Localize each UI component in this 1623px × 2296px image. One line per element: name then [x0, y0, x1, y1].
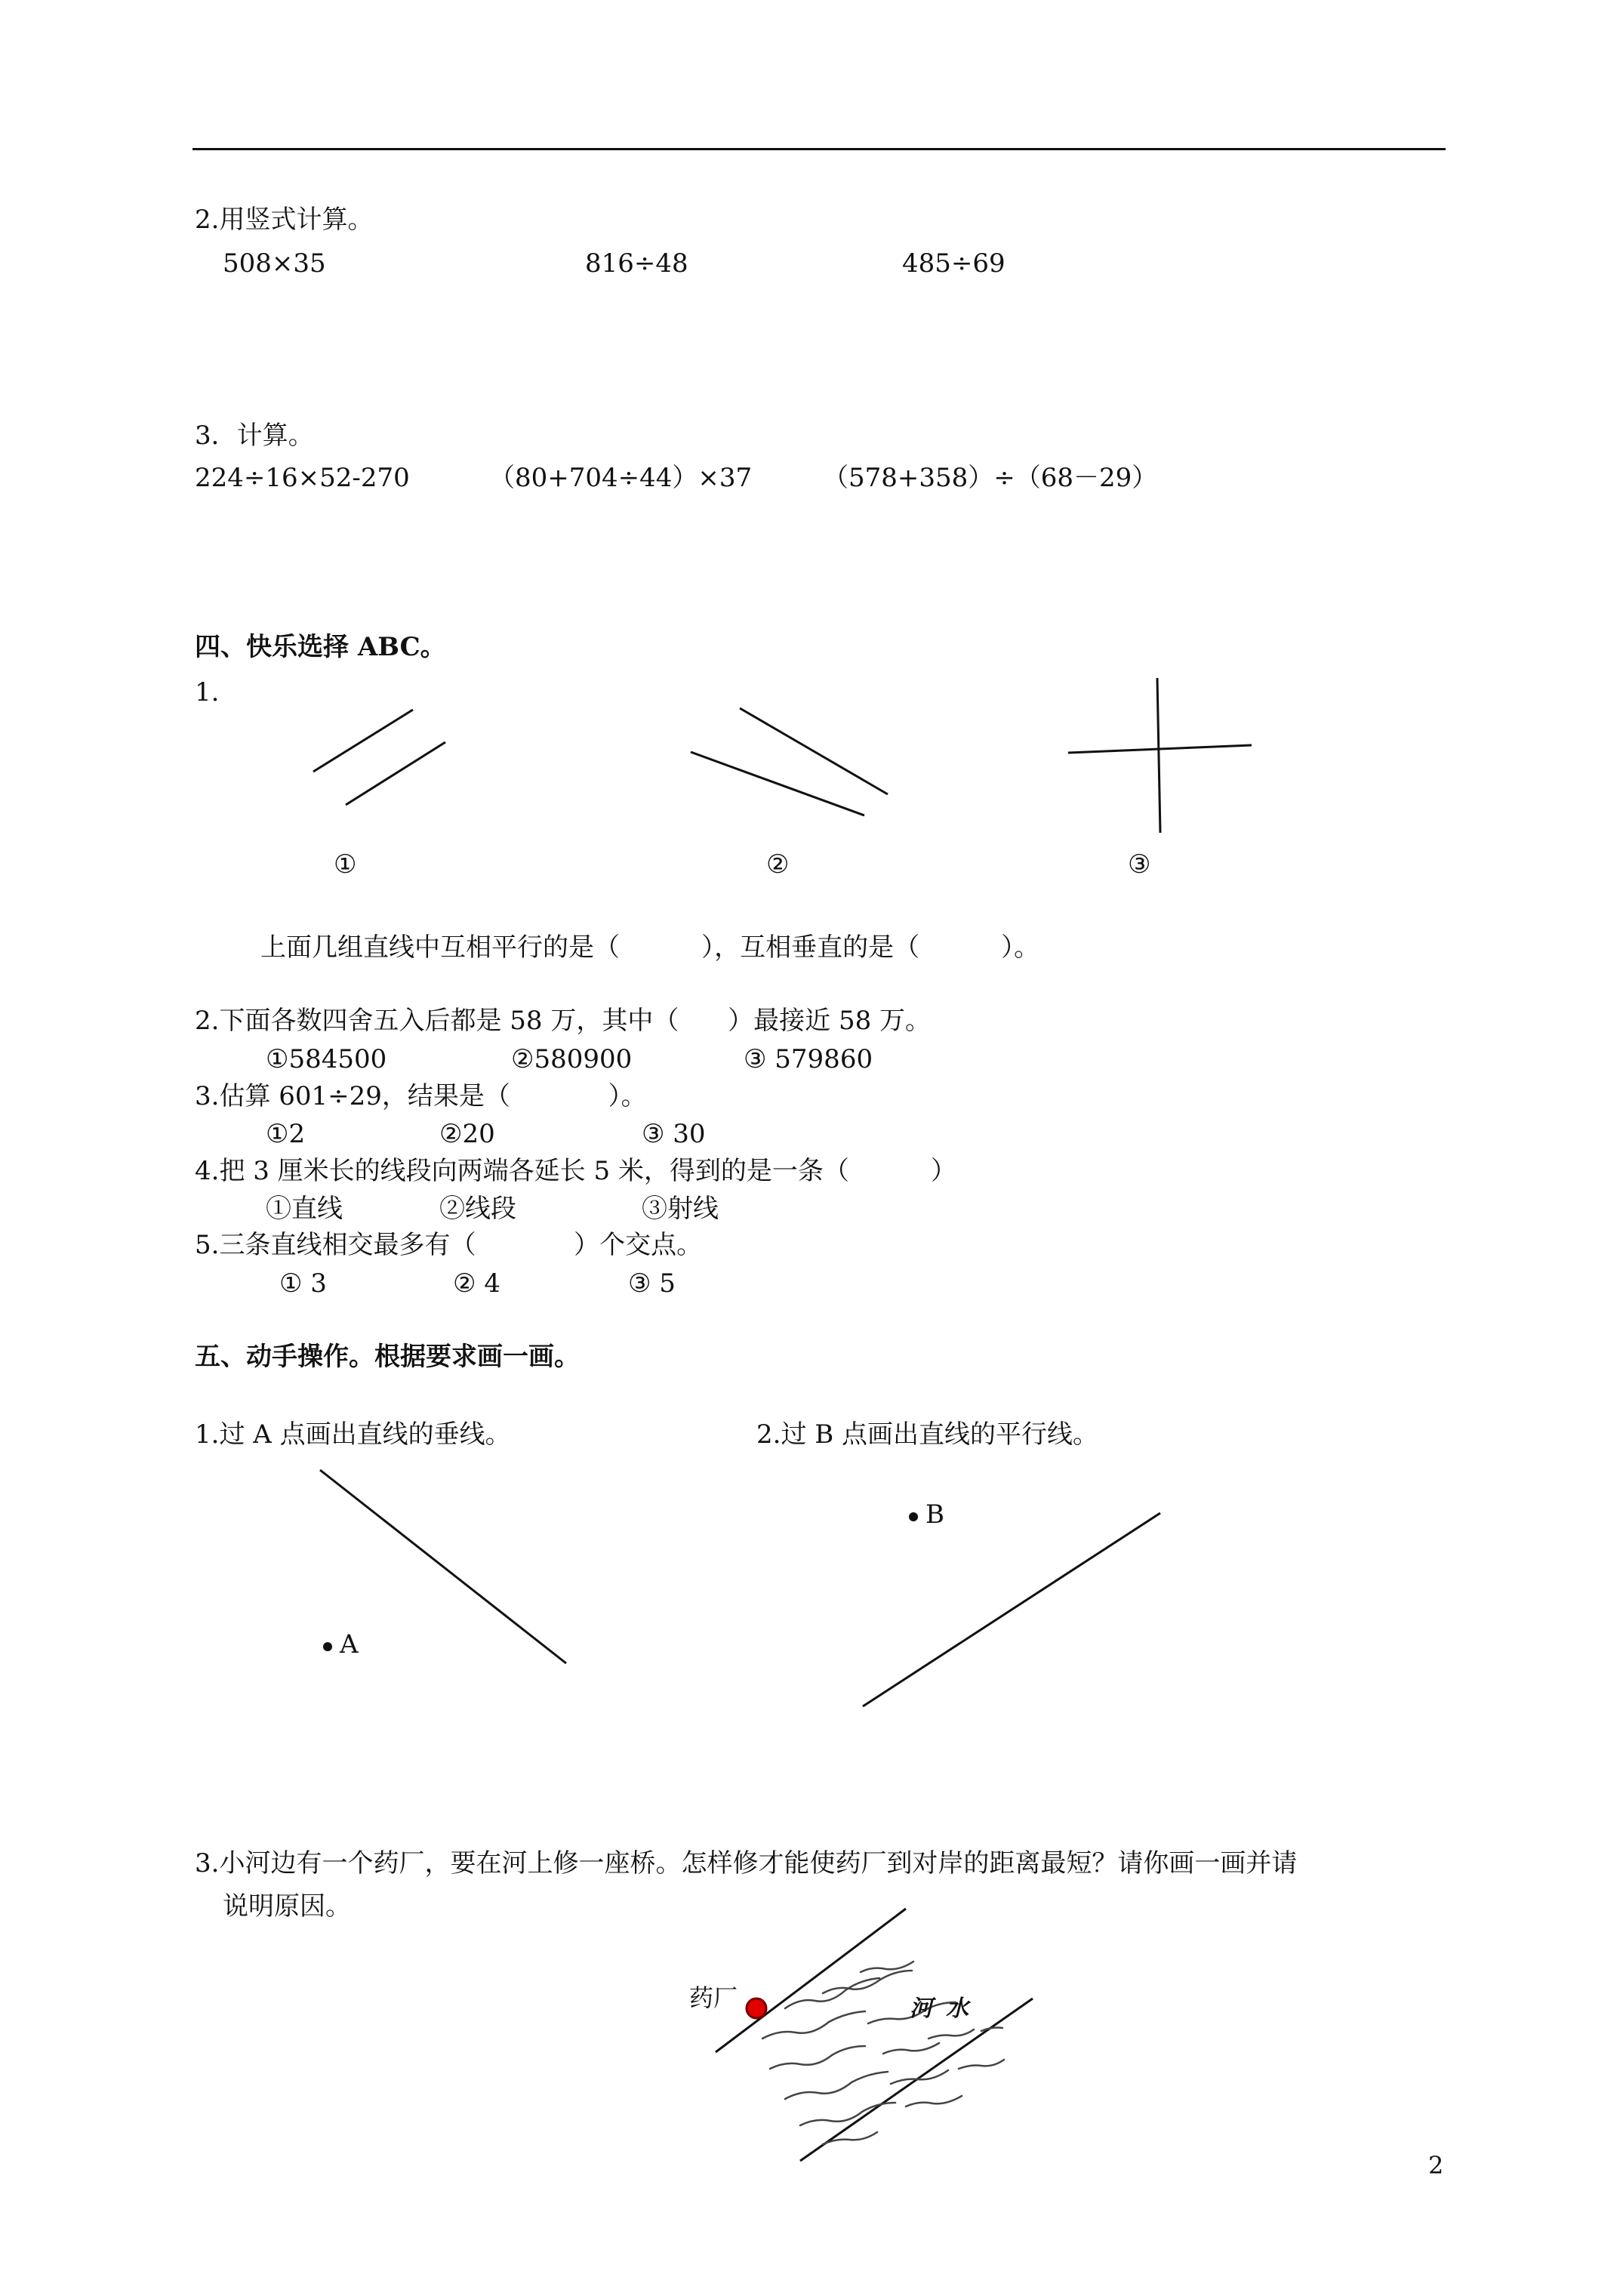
s2-problem-1: 508×35 — [223, 248, 326, 279]
s2-problem-2: 816÷48 — [585, 248, 688, 279]
s5-q1-text: 1.过 A 点画出直线的垂线。 — [195, 1419, 511, 1450]
s4-q3-option-2: ②20 — [439, 1119, 495, 1149]
s2-title: 2.用竖式计算。 — [195, 205, 374, 235]
s5-q3-line1: 3.小河边有一个药厂，要在河上修一座桥。怎样修才能使药厂到对岸的距离最短？请你画一画并请 — [195, 1848, 1298, 1878]
s4-q5-text: 5.三条直线相交最多有（ ）个交点。 — [195, 1230, 703, 1260]
s4-q4-text: 4.把 3 厘米长的线段向两端各延长 5 米，得到的是一条（ ） — [195, 1156, 957, 1186]
s4-q2-text: 2.下面各数四舍五入后都是 58 万，其中（ ）最接近 58 万。 — [195, 1006, 932, 1036]
factory-dot — [747, 1999, 766, 2018]
river-label: 河水 — [910, 1996, 982, 2022]
s4-q1-question: 上面几组直线中互相平行的是（ ），互相垂直的是（ ）。 — [260, 932, 1040, 963]
river-bank-upper — [716, 1909, 906, 2052]
s3-problem-3: （578+358）÷（68－29） — [823, 463, 1158, 493]
s4-q3-option-1: ①2 — [266, 1119, 306, 1149]
fig3-label: ③ — [1128, 849, 1151, 880]
s2-problem-3: 485÷69 — [902, 248, 1006, 279]
point-a-label: A — [340, 1629, 359, 1660]
s4-q2-option-1: ①584500 — [266, 1044, 387, 1074]
s3-problem-1: 224÷16×52-270 — [195, 463, 410, 493]
s4-q1-number: 1. — [195, 677, 220, 707]
factory-label: 药厂 — [689, 1983, 738, 2012]
s4-q5-option-2: ② 4 — [453, 1268, 500, 1299]
point-b-label: B — [925, 1499, 944, 1530]
s3-title: 3．计算。 — [195, 421, 314, 451]
s4-q2-option-2: ②580900 — [511, 1044, 633, 1074]
s4-q4-option-1: ①直线 — [266, 1194, 343, 1224]
s4-q4-option-2: ②线段 — [439, 1194, 516, 1224]
s4-q2-option-3: ③ 579860 — [744, 1044, 873, 1074]
s4-q5-option-3: ③ 5 — [628, 1268, 676, 1299]
s3-problem-2: （80+704÷44）×37 — [489, 463, 753, 493]
s5-q3-line2: 说明原因。 — [223, 1891, 351, 1922]
fig2-label: ② — [766, 849, 790, 880]
section5-title: 五、动手操作。根据要求画一画。 — [195, 1342, 580, 1372]
s4-q3-text: 3.估算 601÷29，结果是（ ）。 — [195, 1081, 647, 1111]
s5-q2-text: 2.过 B 点画出直线的平行线。 — [756, 1419, 1099, 1450]
page-number: 2 — [1428, 2151, 1444, 2180]
section4-title: 四、快乐选择 ABC。 — [195, 632, 446, 662]
fig1-label: ① — [334, 849, 357, 880]
s4-q3-option-3: ③ 30 — [642, 1119, 706, 1149]
s4-q4-option-3: ③射线 — [642, 1194, 719, 1224]
s4-q5-option-1: ① 3 — [279, 1268, 327, 1299]
